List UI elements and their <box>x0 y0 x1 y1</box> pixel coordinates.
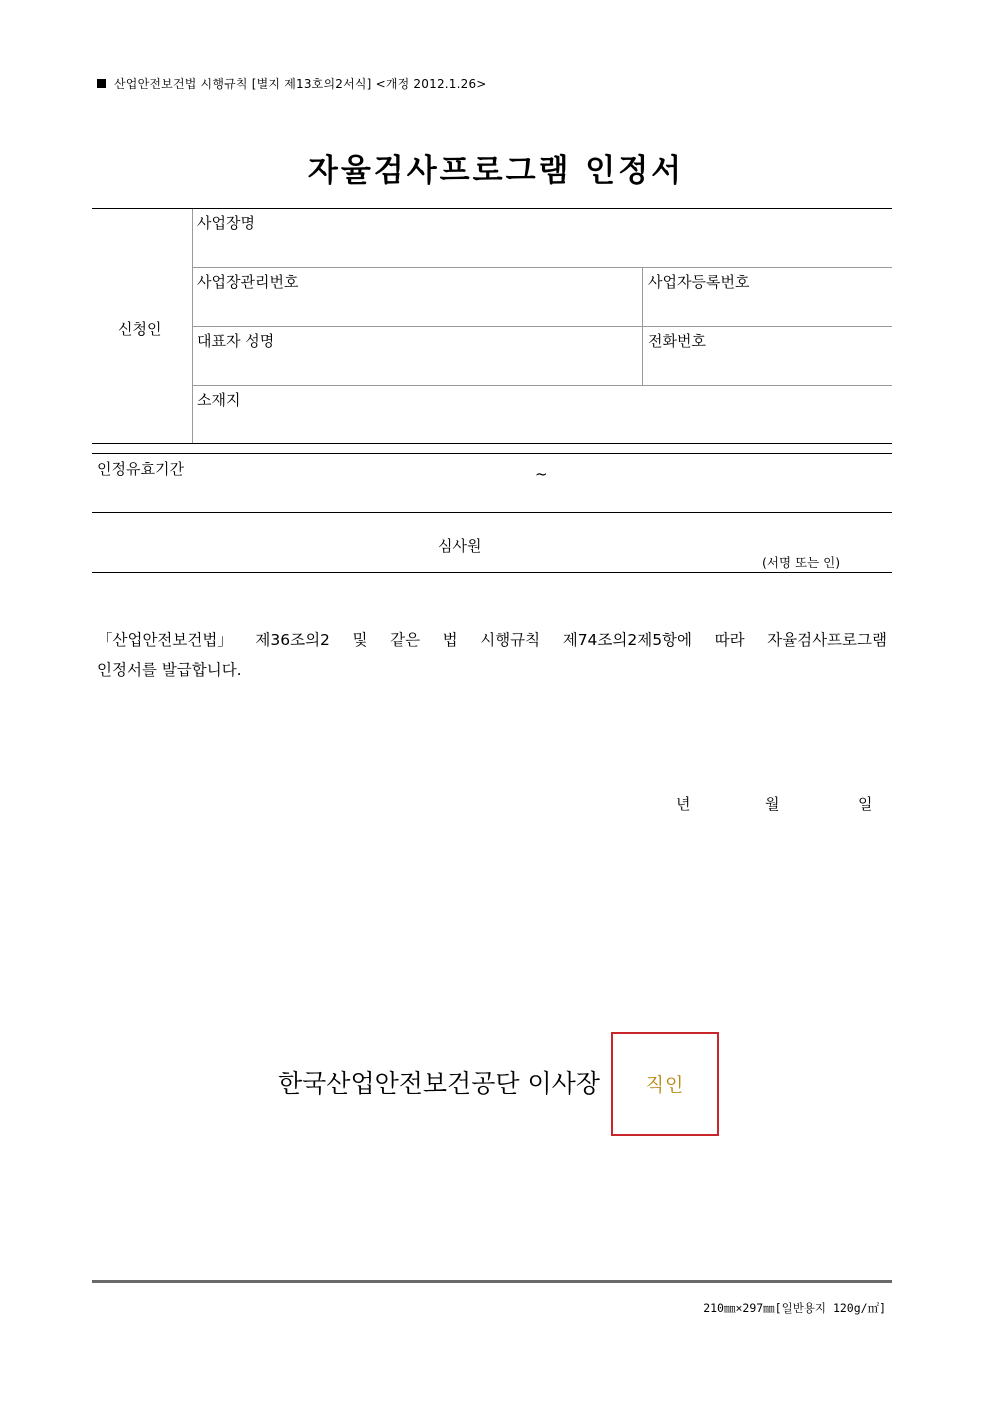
issuer-name: 한국산업안전보건공단 이사장 <box>278 1069 600 1098</box>
statement-line-2: 인정서를 발급합니다. <box>97 661 242 679</box>
statement-word: 「산업안전보건법」 <box>97 631 233 649</box>
applicant-bottom-border <box>92 443 892 444</box>
statement-word: 및 <box>352 631 368 649</box>
statement-word: 제74조의2제5항에 <box>562 631 693 649</box>
statement-word: 제36조의2 <box>255 631 330 649</box>
statement-word: 같은 <box>390 631 421 649</box>
business-mgmt-no-field[interactable]: 사업장관리번호 <box>197 273 299 291</box>
examiner-signature-field[interactable]: (서명 또는 인) <box>762 555 841 570</box>
table-top-border <box>92 208 892 209</box>
phone-field[interactable]: 전화번호 <box>648 332 706 350</box>
validity-period-field[interactable]: ~ <box>535 465 548 483</box>
statement-word: 따라 <box>714 631 745 649</box>
business-name-field[interactable]: 사업장명 <box>197 214 255 232</box>
address-field[interactable]: 소재지 <box>197 391 241 409</box>
issuance-statement <box>97 625 887 685</box>
statement-word: 자율검사프로그램 <box>767 631 887 649</box>
statement-line-1 <box>97 625 887 655</box>
row-divider-2 <box>192 326 892 327</box>
applicant-section-label: 신청인 <box>118 320 162 338</box>
date-year-field[interactable]: 년 <box>676 795 691 813</box>
row-divider-3 <box>192 385 892 386</box>
examiner-label: 심사원 <box>438 537 482 555</box>
form-reference-note <box>97 75 487 92</box>
date-day-field[interactable]: 일 <box>858 795 873 813</box>
representative-field[interactable]: 대표자 성명 <box>197 332 275 350</box>
statement-word: 시행규칙 <box>480 631 541 649</box>
paper-spec-note: 210㎜×297㎜[일반용지 120g/㎡] <box>703 1301 886 1315</box>
official-seal-label: 직인 <box>645 1074 685 1096</box>
footer-divider <box>92 1280 892 1283</box>
validity-top-border <box>92 453 892 454</box>
square-bullet-icon <box>97 79 106 88</box>
business-reg-no-field[interactable]: 사업자등록번호 <box>648 273 750 291</box>
official-seal-box <box>611 1032 719 1136</box>
validity-period-label: 인정유효기간 <box>97 460 184 478</box>
date-month-field[interactable]: 월 <box>765 795 780 813</box>
validity-bottom-border <box>92 512 892 513</box>
statement-word: 법 <box>442 631 458 649</box>
document-title: 자율검사프로그램 인정서 <box>307 153 685 189</box>
row-divider-1 <box>192 267 892 268</box>
cell-divider <box>642 268 643 385</box>
examiner-bottom-border <box>92 572 892 573</box>
form-reference-text: 산업안전보건법 시행규칙 [별지 제13호의2서식] <개정 2012.1.26> <box>114 77 487 91</box>
